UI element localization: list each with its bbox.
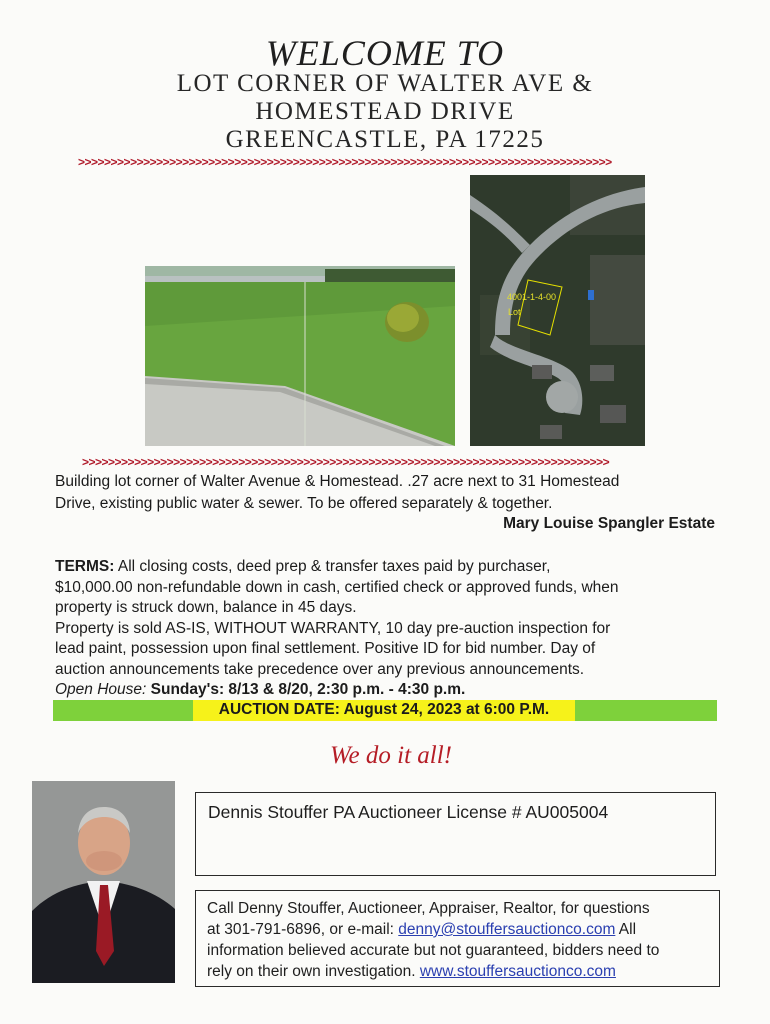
description-line2: Drive, existing public water & sewer. To be offered separately & together.: [55, 495, 553, 512]
property-address-line2: HOMESTEAD DRIVE: [255, 98, 515, 125]
auctioneer-portrait: [32, 781, 175, 983]
lawn-photo-graphic: [145, 266, 455, 446]
terms-line2: $10,000.00 non-refundable down in cash, certified check or approved funds, when: [55, 578, 619, 596]
license-text: Dennis Stouffer PA Auctioneer License # AU005004: [208, 802, 609, 822]
contact-text2: at 301-791-6896, or e-mail:: [207, 921, 399, 938]
aerial-map-photo: [470, 175, 645, 446]
chevron-divider-bottom: >>>>>>>>>>>>>>>>>>>>>>>>>>>>>>>>>>>>>>>>>>>>>>>>>>>>>>>>>>>>>>>>>>>>>>>>>>>>>>>>>: [82, 455, 610, 469]
contact-text5: rely on their own investigation.: [207, 963, 420, 980]
terms-line4: Property is sold AS-IS, WITHOUT WARRANTY, 10 day pre-auction inspection for: [55, 619, 611, 637]
chevron-divider-top: >>>>>>>>>>>>>>>>>>>>>>>>>>>>>>>>>>>>>>>>>>>>>>>>>>>>>>>>>>>>>>>>>>>>>>>>>>>>>>>>>>: [78, 155, 612, 169]
property-address-line1: LOT CORNER OF WALTER AVE &: [176, 70, 594, 97]
estate-name: Mary Louise Spangler Estate: [503, 515, 715, 532]
auction-date: AUCTION DATE: August 24, 2023 at 6:00 P.M.: [218, 701, 550, 718]
open-house-value: Sunday's: 8/13 & 8/20, 2:30 p.m. - 4:30 p.m.: [146, 681, 466, 698]
property-city-line: GREENCASTLE, PA 17225: [225, 126, 545, 153]
map-lot-sublabel: 4001-1-4-00: [507, 292, 557, 302]
website-link[interactable]: www.stouffersauctionco.com: [419, 963, 616, 980]
page-title: WELCOME TO: [265, 33, 505, 73]
auctioneer-portrait-graphic: [32, 781, 175, 983]
contact-box: [195, 890, 720, 987]
contact-text4: information believed accurate but not guaranteed, bidders need to: [207, 942, 660, 959]
terms-line5: lead paint, possession upon final settlement. Positive ID for bid number. Day of: [55, 640, 596, 657]
terms-label: TERMS:: [55, 558, 115, 575]
contact-text3: All: [615, 921, 637, 938]
email-link[interactable]: denny@stouffersauctionco.com: [398, 921, 616, 938]
terms-line6: auction announcements take precedence over any previous announcements.: [55, 660, 585, 678]
terms-block: [55, 557, 725, 701]
terms-line3: property is struck down, balance in 45 days.: [55, 599, 357, 616]
open-house-line: [55, 680, 725, 701]
map-lot-label: Lot: [508, 307, 521, 317]
slogan: We do it all!: [330, 742, 452, 769]
contact-text1: Call Denny Stouffer, Auctioneer, Appraiser, Realtor, for questions: [207, 900, 650, 917]
open-house-label: Open House:: [55, 681, 147, 698]
terms-line1: [55, 557, 725, 578]
description-line1: Building lot corner of Walter Avenue & Homestead. .27 acre next to 31 Homestead: [55, 473, 620, 490]
terms-text1: All closing costs, deed prep & transfer taxes paid by purchaser,: [114, 558, 551, 575]
aerial-map-graphic: [470, 175, 645, 446]
lawn-photo: [145, 266, 455, 446]
license-box: [195, 792, 716, 876]
